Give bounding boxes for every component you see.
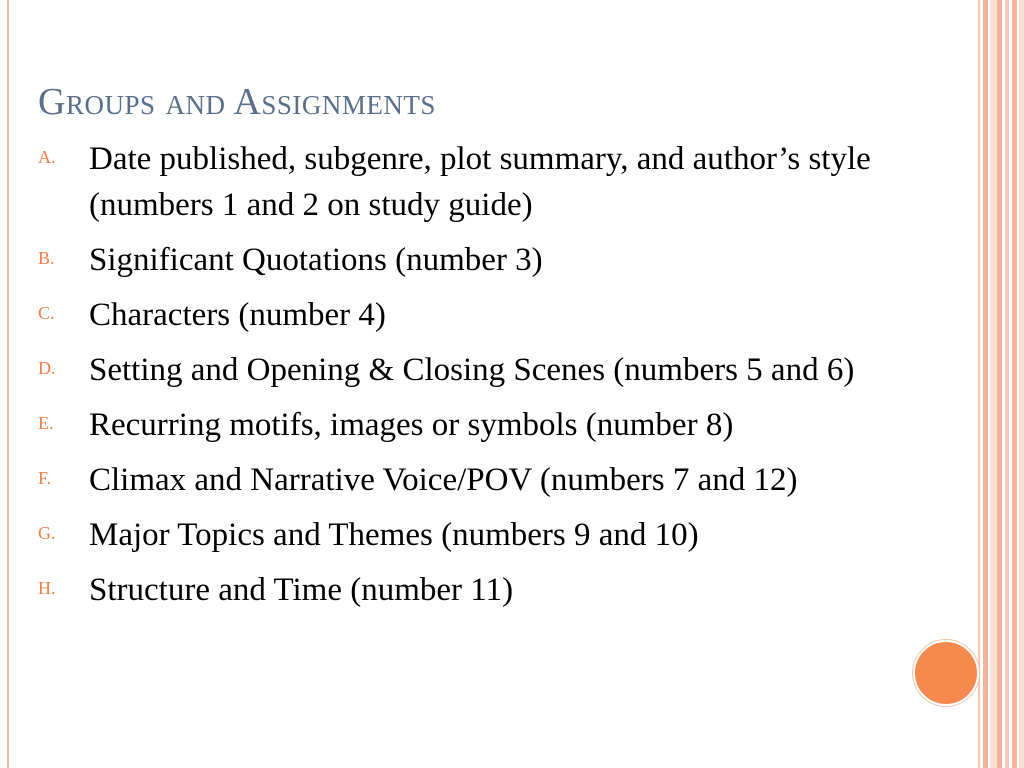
list-item-text: Climax and Narrative Voice/POV (numbers 7 and 12) (89, 462, 798, 498)
list-marker: G. (38, 523, 56, 543)
list-item (38, 292, 948, 338)
right-border-stripe (1019, 0, 1024, 768)
assignment-list (38, 136, 948, 622)
list-item (38, 237, 948, 283)
list-item-text: Major Topics and Themes (numbers 9 and 10) (89, 517, 699, 553)
list-marker: C. (38, 303, 55, 323)
right-border-stripe (1005, 0, 1009, 768)
slide-title: Groups and Assignments (38, 81, 436, 123)
right-border-stripe (990, 0, 997, 768)
left-border-line (7, 0, 9, 768)
list-item-text: Recurring motifs, images or symbols (number 8) (89, 407, 734, 443)
list-item-text: Structure and Time (number 11) (89, 572, 514, 608)
right-border-stripe (1012, 0, 1017, 768)
list-marker: E. (38, 413, 54, 433)
list-marker: A. (38, 147, 56, 167)
list-marker: D. (38, 358, 56, 378)
list-item-text: Setting and Opening & Closing Scenes (numbers 5 and 6) (89, 352, 855, 388)
list-item (38, 567, 948, 613)
right-border-stripe (983, 0, 988, 768)
list-marker: F. (38, 468, 52, 488)
list-item-text: Significant Quotations (number 3) (89, 242, 543, 278)
list-item (38, 136, 948, 228)
right-border-stripe (997, 0, 1002, 768)
list-marker: B. (38, 248, 55, 268)
list-item (38, 402, 948, 448)
list-marker: H. (38, 578, 56, 598)
list-item (38, 457, 948, 503)
list-item-text: Characters (number 4) (89, 297, 386, 333)
right-border-stripe (978, 0, 980, 768)
list-item (38, 512, 948, 558)
list-item-text: Date published, subgenre, plot summary, and author’s style (numbers 1 and 2 on study guide) (89, 141, 871, 223)
list-item (38, 347, 948, 393)
decorative-circle (913, 640, 979, 706)
